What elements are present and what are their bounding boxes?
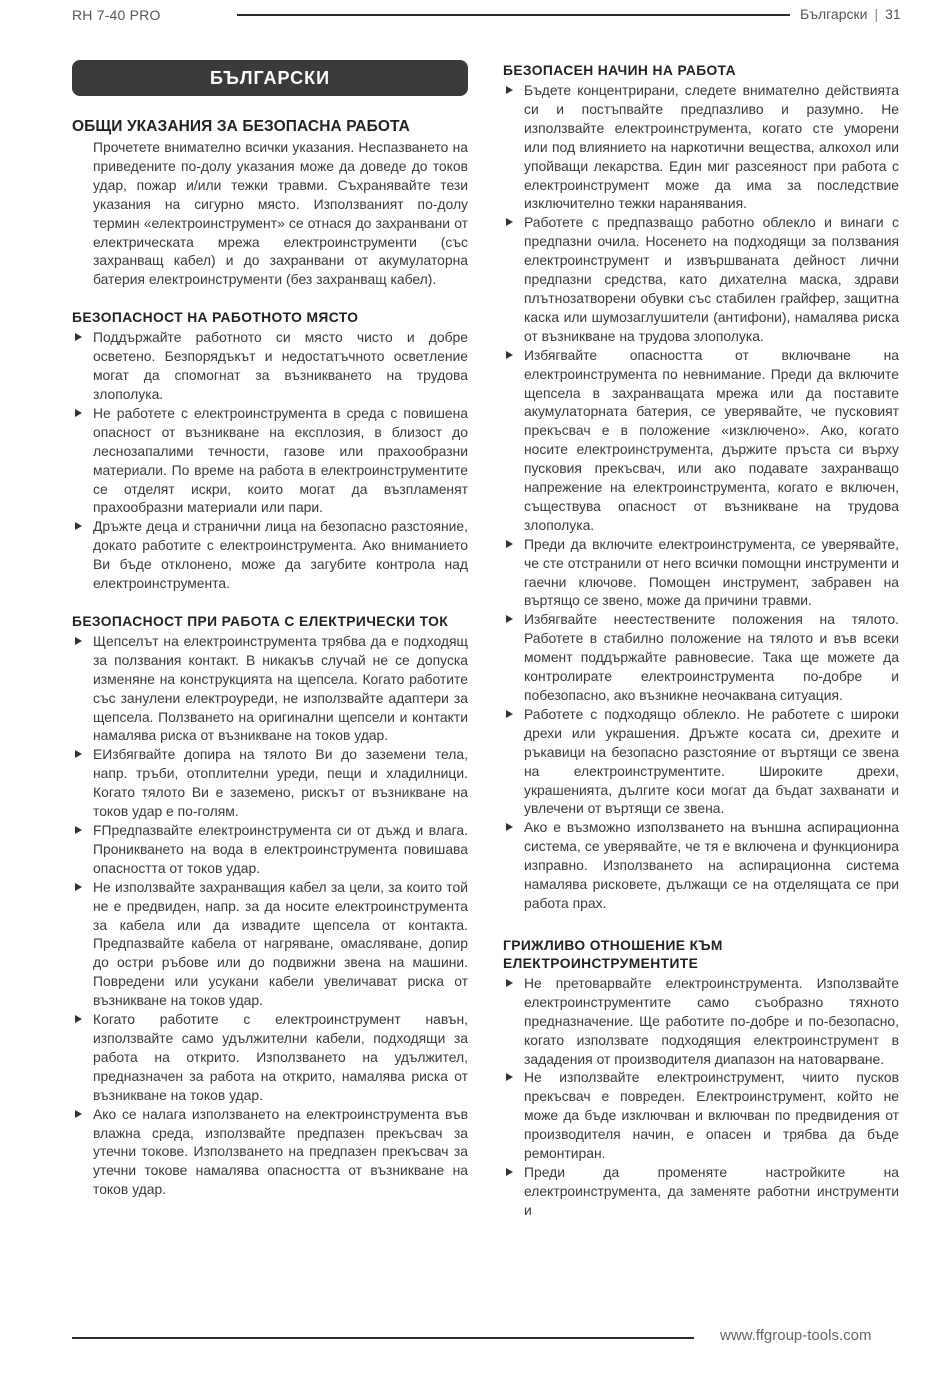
header-rule (237, 14, 790, 16)
right-column (503, 62, 899, 1220)
list-item: Избягвайте опасността от включване на електроинструмента по невнимание. Преди да включите щепсела в захранващата мрежа или да поставите акумулаторната батерия, се уверявайте, че пусковият прекъсвач е в положение «изключено». Ако, когато носите електроинструмента, държите пръста си върху пусковия прекъсвач, или ако подавате захранващо напрежение на електроинструмента, когато е включен, съществува опасност от възникване на трудова злополука. (503, 346, 899, 535)
bullet-triangle-icon (75, 1110, 82, 1118)
list-item: Не претоварвайте електроинструмента. Използвайте електроинструментите само съобразно тяхното предназначение. Ще работите по-добре и по-безопасно, когато използвате подходящия електроинструмент в зададения от производителя диапазон на натоварване. (503, 974, 899, 1069)
list-item: Не използвайте електроинструмент, чиито пусков прекъсвач е повреден. Електроинструмент, който не може да бъде изключван и включван по предвидения от производителя начин, е опасен и трябва да бъде ремонтиран. (503, 1068, 899, 1163)
bullet-triangle-icon (75, 750, 82, 758)
list-item: Не използвайте захранващия кабел за цели, за които той не е предвиден, напр. за да носите електроинструмента за кабела или да извадите щепсела от контакта. Предпазвайте кабела от нагряване, омасляване, допир до остри ръбове или до подвижни звена на машини. Повредени или усукани кабели увеличават риска от възникване на токов удар. (72, 878, 468, 1010)
list-item: Щепселът на електроинструмента трябва да е подходящ за ползвания контакт. В никакъв случай не се допуска изменяне на конструкцията на щепсела. Когато работите със занулени електроуреди, не използвайте адаптери за щепсела. Ползването на оригинални щепсели и контакти намалява риска от възникване на токов удар. (72, 632, 468, 745)
footer-url: www.ffgroup-tools.com (720, 1327, 872, 1344)
safe-work-heading: БЕЗОПАСЕН НАЧИН НА РАБОТА (503, 63, 736, 78)
list-item: Ако е възможно използването на външна аспирационна система, се уверявайте, че тя е включена и функционира изправно. Използването на аспирационна система намалява рисковете, дължащи се на отделящата се при работа прах. (503, 818, 899, 913)
bullet-triangle-icon (506, 86, 513, 94)
page-number: 31 (885, 6, 901, 22)
main-title: ОБЩИ УКАЗАНИЯ ЗА БЕЗОПАСНА РАБОТА (72, 118, 410, 135)
bullet-triangle-icon (506, 1073, 513, 1081)
list-item: Не работете с електроинструмента в среда с повишена опасност от възникване на експлозия, в близост до леснозапалими течности, газове или прахообразни материали. По време на работа в електроинструментите се отделят искри, които могат да възпламенят прахообразни материали или пари. (72, 404, 468, 517)
list-item: Преди да променяте настройките на електроинструмента, да заменяте работни инструменти и (503, 1163, 899, 1220)
list-item: Когато работите с електроинструмент навън, използвайте само удължителни кабели, подходящи за работа на открито. Използването на удължител, предназначен за работа на открито, намалява риска от възникване на токов удар. (72, 1010, 468, 1105)
workplace-safety-list (72, 328, 468, 593)
bullet-triangle-icon (506, 615, 513, 623)
bullet-triangle-icon (506, 351, 513, 359)
header-separator: | (874, 6, 879, 22)
bullet-triangle-icon (75, 333, 82, 341)
list-item: EИзбягвайте допира на тялото Ви до заземени тела, напр. тръби, отоплителни уреди, пещи и хладилници. Когато тялото Ви е заземено, рискът от възникване на токов удар е по-голям. (72, 745, 468, 821)
list-item: Работете с предпазващо работно облекло и винаги с предпазни очила. Носенето на подходящи за ползвания електроинструмент и извършваната дейност лични предпазни средства, като дихателна маска, здрави плътнозатворени обувки със стабилен грайфер, защитна каска или шумозаглушители (антифони), намалява риска от възникване на трудова злополука. (503, 213, 899, 345)
footer-rule (72, 1337, 694, 1339)
tool-care-list (503, 974, 899, 1220)
bullet-triangle-icon (506, 1168, 513, 1176)
bullet-triangle-icon (506, 710, 513, 718)
intro-paragraph: Прочетете внимателно всички указания. Неспазването на приведените по-долу указания може да доведе до токов удар, пожар и/или тежки травми. Съхранявайте тези указания на сигурно място. Използваният по-долу термин «електроинструмент» се отнася до захранвани от електрическата мрежа електроинструменти (със захранващ кабел) и до захранвани от акумулаторна батерия електроинструменти (без захранващ кабел). (93, 139, 468, 288)
header-language: Български (800, 6, 868, 22)
header-right (800, 6, 901, 22)
bullet-triangle-icon (506, 218, 513, 226)
header-model: RH 7-40 PRO (72, 7, 161, 23)
bullet-triangle-icon (506, 823, 513, 831)
bullet-triangle-icon (75, 883, 82, 891)
list-item: Избягвайте неестествените положения на тялото. Работете в стабилно положение на тялото и във всеки момент поддържайте равновесие. Така ще можете да контролирате електроинструмента по-добре и побезопасно, ако възникне неочаквана ситуация. (503, 610, 899, 705)
list-item: Поддържайте работното си място чисто и добре осветено. Безпорядъкът и недостатъчното осветление могат да спомогнат за възникването на трудова злополука. (72, 328, 468, 404)
bullet-triangle-icon (75, 522, 82, 530)
list-item: Преди да включите електроинструмента, се уверявайте, че сте отстранили от него всички помощни инструменти и гаечни ключове. Помощен инструмент, забравен на въртящо се звено, може да причини травми. (503, 535, 899, 611)
left-column (72, 60, 468, 1199)
language-banner: БЪЛГАРСКИ (72, 60, 468, 96)
bullet-triangle-icon (506, 540, 513, 548)
list-item: Бъдете концентрирани, следете внимателно действията си и постъпвайте предпазливо и разумно. Не използвайте електроинструмента, когато сте уморени или под влиянието на наркотични вещества, алкохол или упойващи лекарства. Един миг разсеяност при работа с електроинструмент може да има за последствие изключително тежки наранявания. (503, 81, 899, 213)
electrical-safety-list (72, 632, 468, 1199)
bullet-triangle-icon (75, 409, 82, 417)
tool-care-heading: ГРИЖЛИВО ОТНОШЕНИЕ КЪМ ЕЛЕКТРОИНСТРУМЕНТИТЕ (503, 937, 723, 971)
electrical-safety-heading: БЕЗОПАСНОСТ ПРИ РАБОТА С ЕЛЕКТРИЧЕСКИ ТОК (72, 613, 449, 629)
bullet-triangle-icon (75, 1015, 82, 1023)
list-item: Ако се налага използването на електроинструмента във влажна среда, използвайте предпазен прекъсвач за утечни токове. Използването на предпазен прекъсвач за утечни токове намалява опасността от възникване на токов удар. (72, 1105, 468, 1200)
safe-work-list (503, 81, 899, 913)
bullet-triangle-icon (506, 979, 513, 987)
workplace-safety-heading: БЕЗОПАСНОСТ НА РАБОТНОТО МЯСТО (72, 310, 359, 326)
bullet-triangle-icon (75, 826, 82, 834)
list-item: Дръжте деца и странични лица на безопасно разстояние, докато работите с електроинструмента. Ако вниманието Ви бъде отклонено, може да загубите контрола над електроинструмента. (72, 517, 468, 593)
list-item: FПредпазвайте електроинструмента си от дъжд и влага. Проникването на вода в електроинструмента повишава опасността от токов удар. (72, 821, 468, 878)
bullet-triangle-icon (75, 637, 82, 645)
list-item: Работете с подходящо облекло. Не работете с широки дрехи или украшения. Дръжте косата си, дрехите и ръкавици на безопасно разстояние от въртящи се звена на електроинструментите. Широките дрехи, украшенията, дългите коси могат да бъдат захванати и увлечени от въртящи се звена. (503, 705, 899, 818)
